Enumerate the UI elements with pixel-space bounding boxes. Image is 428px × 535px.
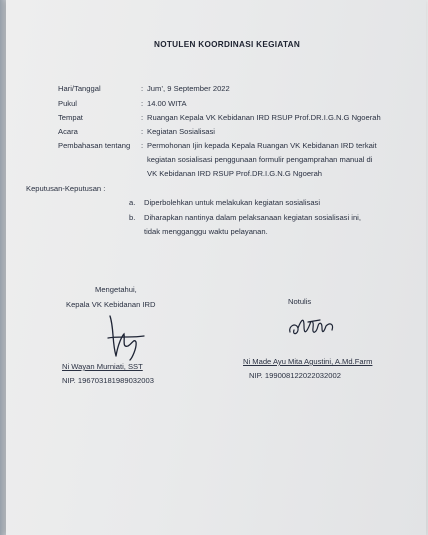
field-colon: : (141, 141, 144, 150)
signatory-name: Ni Wayan Murniati, SST (62, 362, 143, 371)
field-value-discussion-line: VK Kebidanan IRD RSUP Prof.DR.I.G.N.G Ngoerah (147, 169, 323, 178)
signatory-heading: Mengetahui, (95, 285, 137, 294)
signatory-nip: NIP. 199008122022032002 (249, 371, 341, 380)
field-label-time: Pukul (58, 99, 77, 108)
field-label-event: Acara (58, 127, 78, 136)
field-label-date: Hari/Tanggal (58, 84, 101, 93)
field-value-place: Ruangan Kepala VK Kebidanan IRD RSUP Prof.DR.I.G.N.G Ngoerah (147, 113, 381, 122)
decision-marker: a. (129, 198, 136, 207)
decision-marker: b. (129, 213, 136, 222)
field-value-discussion-line: kegiatan sosialisasi penggunaan formulir pengamprahan manual di (147, 155, 373, 164)
decisions-label: Keputusan-Keputusan : (26, 184, 106, 193)
document-page (6, 0, 426, 535)
field-label-discussion: Pembahasan tentang (58, 141, 131, 150)
field-value-event: Kegiatan Sosialisasi (147, 127, 215, 136)
signature-right (286, 312, 342, 342)
decision-text: tidak mengganggu waktu pelayanan. (144, 227, 268, 236)
field-value-date: Jum’, 9 September 2022 (147, 84, 230, 93)
field-value-discussion-line: Permohonan Ijin kepada Kepala Ruangan VK Kebidanan IRD terkait (147, 141, 377, 150)
signatory-name: Ni Made Ayu Mita Agustini, A.Md.Farm (243, 357, 373, 366)
signatory-nip: NIP. 196703181989032003 (62, 376, 154, 385)
signature-left (94, 308, 154, 364)
field-colon: : (141, 127, 144, 136)
decision-text: Diharapkan nantinya dalam pelaksanaan kegiatan sosialisasi ini, (144, 213, 361, 222)
field-colon: : (141, 99, 144, 108)
field-colon: : (141, 113, 144, 122)
field-colon: : (141, 84, 144, 93)
field-value-time: 14.00 WITA (147, 99, 187, 108)
field-label-place: Tempat (58, 113, 83, 122)
signatory-heading: Notulis (288, 297, 312, 306)
document-title: NOTULEN KOORDINASI KEGIATAN (154, 40, 301, 49)
decision-text: Diperbolehkan untuk melakukan kegiatan sosialisasi (144, 198, 321, 207)
signatory-position: Kepala VK Kebidanan IRD (66, 300, 156, 309)
